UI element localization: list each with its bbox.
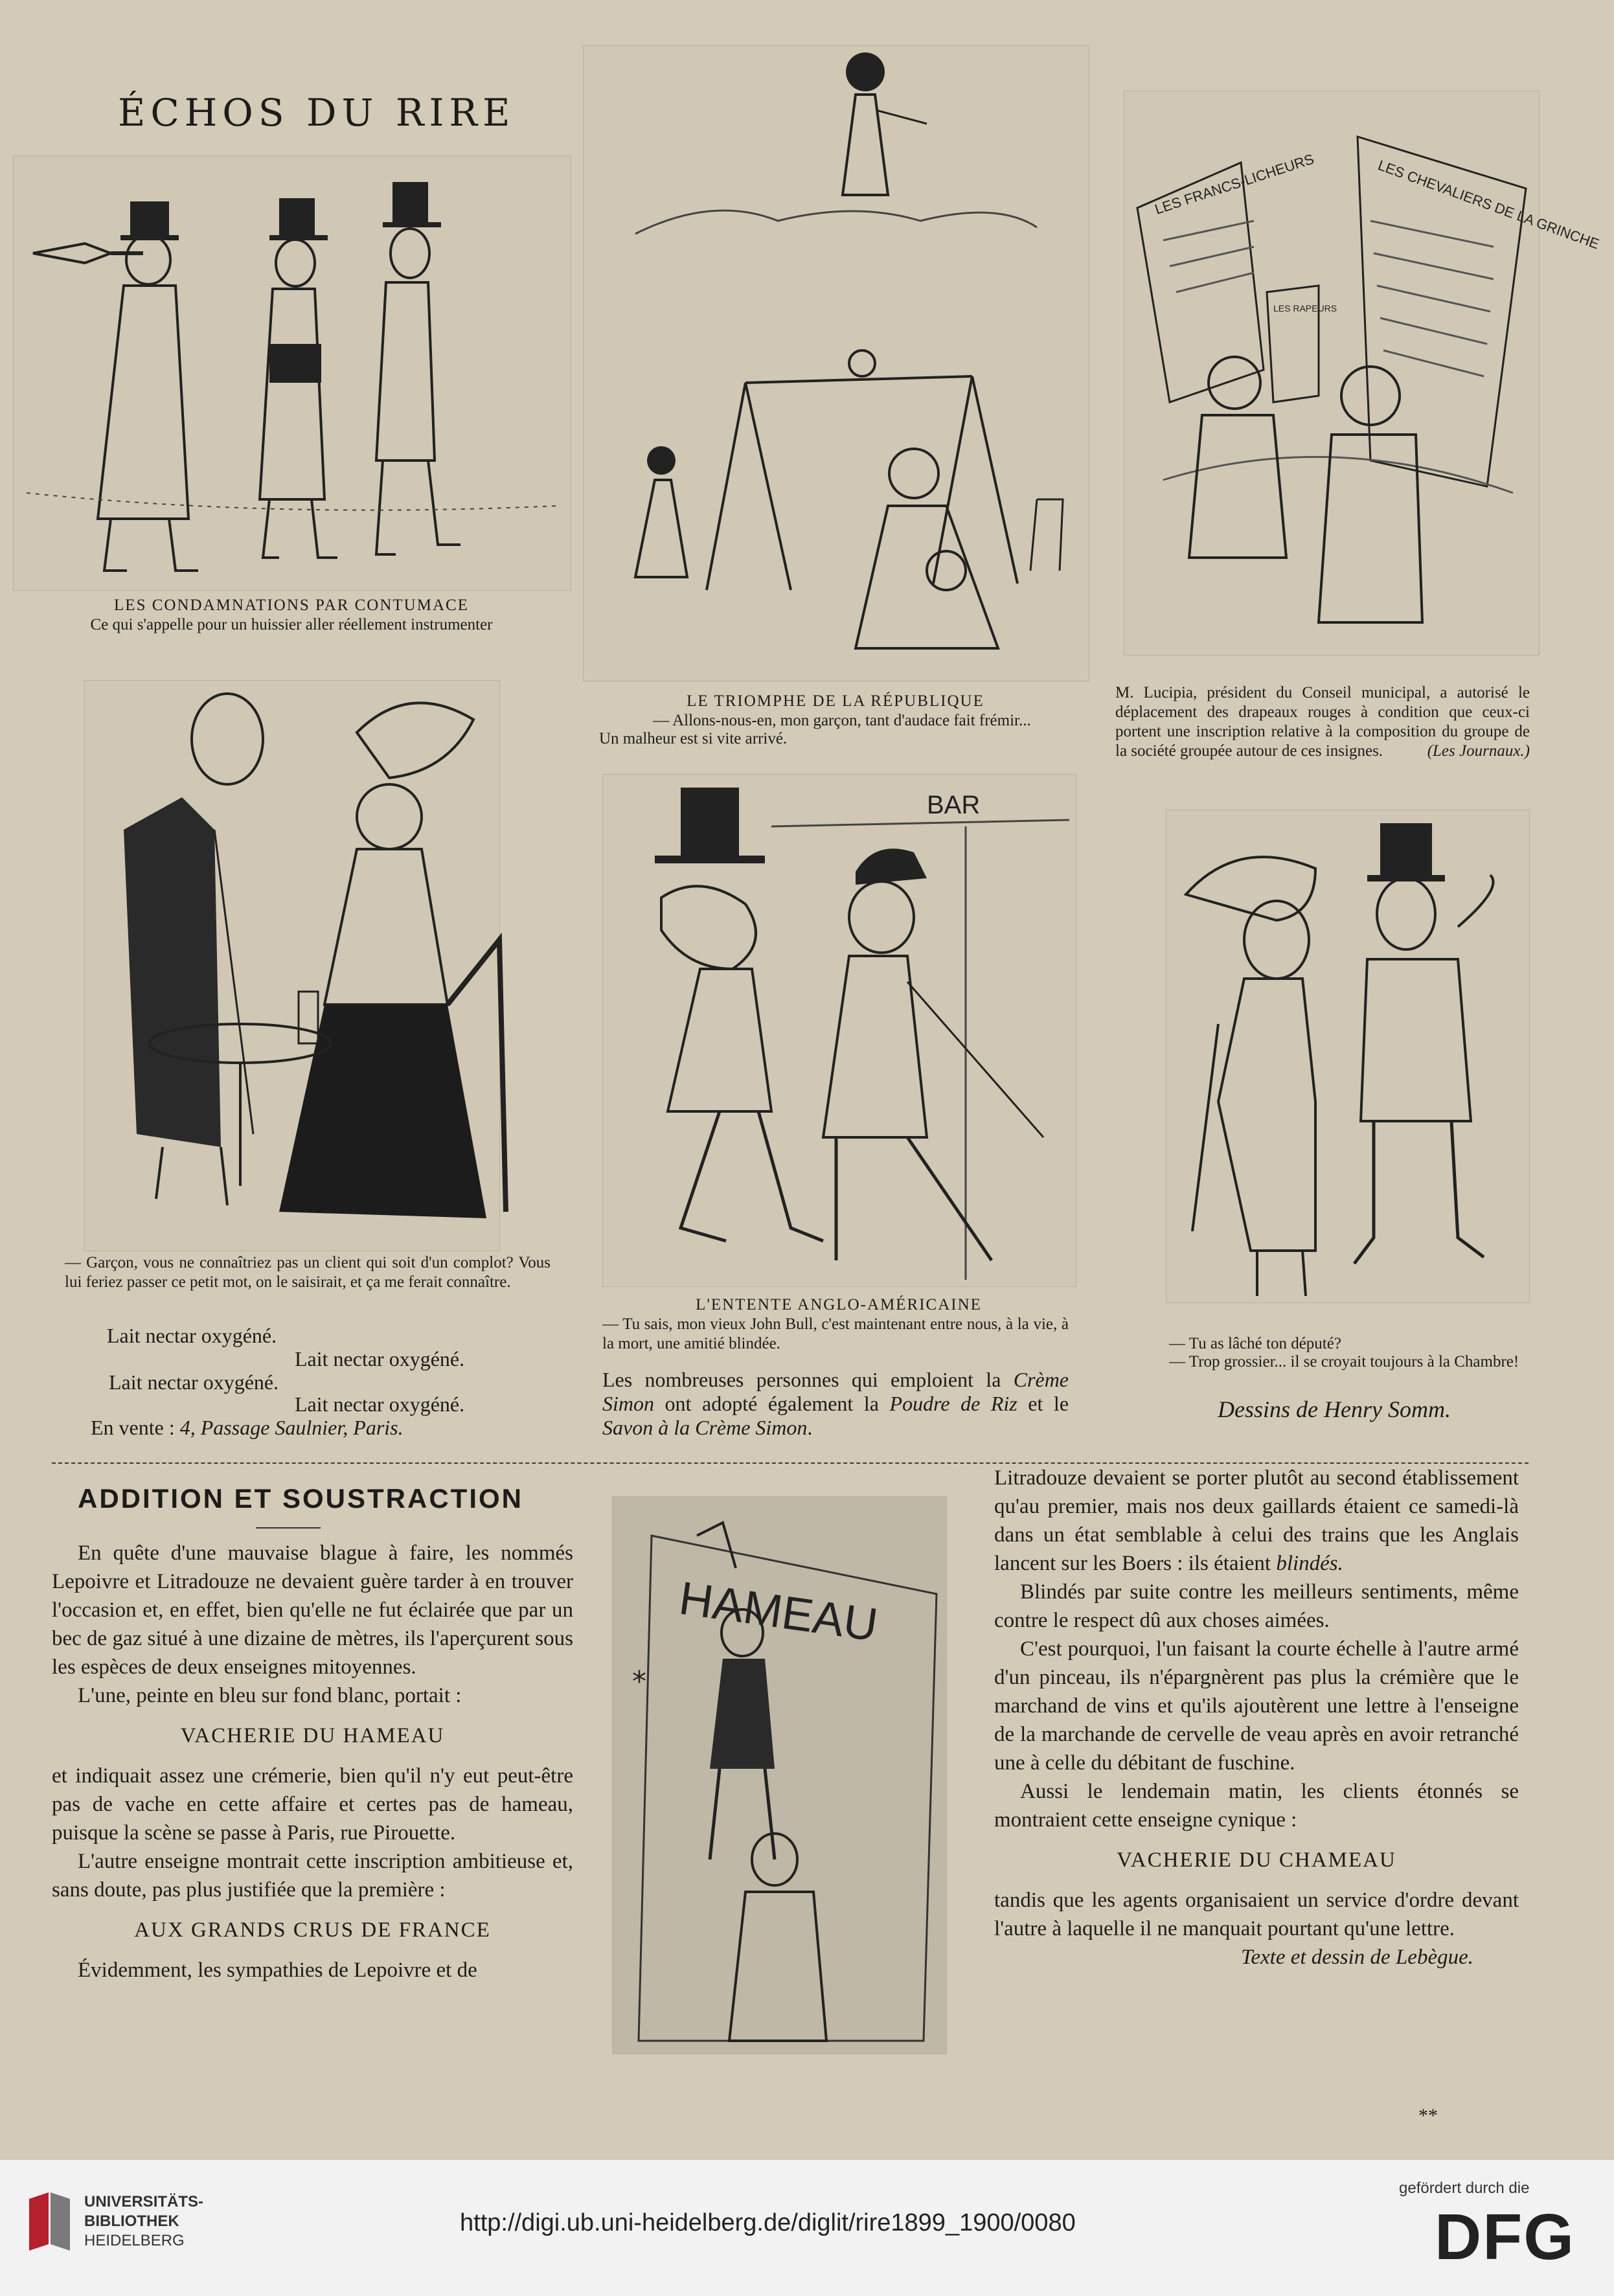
ad-text-b: ont adopté également la [654,1392,890,1415]
ad-lait-line1: Lait nectar oxygéné. [107,1324,277,1347]
cartoon-drapeaux [1124,91,1602,655]
section-title: ÉCHOS DU RIRE [118,91,516,135]
ad-savon: Savon à la Crème Simon [602,1416,808,1439]
article-illustration [612,1496,947,2054]
cartoon-6-line1: — Tu as lâché ton député? [1169,1335,1341,1352]
article-paragraph: L'autre enseigne montrait cette inscription ambitieuse et, sans doute, pas plus justifiée que la première : [52,1850,573,1902]
article-credit: Texte et dessin de Lebègue. [1241,1946,1473,1969]
library-name-line2: BIBLIOTHEK [84,2212,179,2230]
ad-creme: Crème Simon [602,1368,1069,1415]
ad-lait-sale-prefix: En vente : [91,1416,180,1439]
ad-text-d: . [807,1416,813,1439]
library-name-line3: HEIDELBERG [84,2232,185,2249]
article-paragraph: Évidemment, les sympathies de Lepoivre et de [78,1959,477,1982]
cartoon-2-line1: — Allons-nous-en, mon garçon, tant d'audace fait frémir... [653,712,1031,729]
svg-text:LES RAPEURS: LES RAPEURS [1273,303,1337,313]
article-paragraph: Blindés par suite contre les meilleurs sentiments, même contre le respect dû aux choses aimées. [994,1580,1519,1632]
cartoon-complot [84,680,500,1251]
cartoon-2-title: LE TRIOMPHE DE LA RÉPUBLIQUE [687,692,984,710]
svg-text:HAMEAU: HAMEAU [676,1572,881,1652]
library-name [84,2192,203,2251]
ad-lait-sale [91,1416,404,1439]
article-paragraph: En quête d'une mauvaise blague à faire, les nommés Lepoivre et Litradouze ne devaient guère tarder à en trouver l'occasion et, en effet, bien qu'elle ne fut éclairée que par un bec de gaz situé à une dizaine de mètres, ils l'aperçurent sous les espèces de deux enseignes mitoyennes. [52,1541,573,1679]
cartoon-6-line2: — Trop grossier... il se croyait toujours à la Chambre! [1169,1353,1519,1370]
end-mark: ** [1418,2105,1438,2126]
ad-lait-line4: Lait nectar oxygéné. [295,1392,465,1416]
cartoon-2-line2: Un malheur est si vite arrivé. [599,730,788,747]
ad-lait-address: 4, Passage Saulnier, Paris. [179,1416,404,1439]
article-title: ADDITION ET SOUSTRACTION [78,1483,523,1514]
article-p6-text: Litradouze devaient se porter plutôt au second établissement qu'au premier, mais nos deux gaillards étaient ce samedi-là dans un état semblable à celui des trains que les Anglais lancent sur les Boers : ils étaient [994,1466,1519,1575]
article-paragraph: Aussi le lendemain matin, les clients étonnés se montraient cette enseigne cynique : [994,1780,1519,1832]
drawings-credit: Dessins de Henry Somm. [1218,1396,1451,1422]
ad-lait-line3: Lait nectar oxygéné. [109,1370,279,1394]
svg-text:LES FRANCS-LICHEURS: LES FRANCS-LICHEURS [1152,150,1316,218]
cartoon-3-source: (Les Journaux.) [1427,742,1530,760]
article-column-left [52,1539,573,1984]
dfg-logo: DFG [1435,2201,1576,2273]
cartoon-entente [602,774,1076,1287]
funding-text: gefördert durch die [1399,2179,1530,2197]
library-logo-icon [26,2192,71,2251]
ad-poudre: Poudre de Riz [889,1392,1017,1415]
article-paragraph: et indiquait assez une crémerie, bien qu'il n'y eut peut-être pas de vache en cette affaire et certes pas de hameau, puisque la scène se passe à Paris, rue Pirouette. [52,1764,573,1845]
cartoon-3-caption-text: M. Lucipia, président du Conseil municipal, a autorisé le déplacement des drapeaux rouges à condition que ceux-ci portent une inscription relative à la composition du groupe de la société groupée autour de ces insignes. [1115,684,1530,760]
article-paragraph: C'est pourquoi, l'un faisant la courte échelle à l'autre armé d'un pinceau, ils n'épargnèrent pas plus la crémière que le marchand de vins et qu'ils ajoutèrent une lettre à l'enseigne de la marchande de cervelle de veau après en avoir retranché une à celle du débitant de fuschine. [994,1637,1519,1775]
cartoon-condamnations [13,155,571,591]
sign-vacherie-hameau: VACHERIE DU HAMEAU [180,1724,445,1747]
cartoon-4-caption: — Garçon, vous ne connaîtriez pas un client qui soit d'un complot? Vous lui feriez passer ce petit mot, on le saisirait, et ça me ferait connaître. [65,1254,551,1291]
svg-text:BAR: BAR [927,791,981,819]
article-p6-italic: blindés. [1276,1552,1343,1575]
sign-vacherie-chameau: VACHERIE DU CHAMEAU [1117,1848,1396,1872]
footer-bar [0,2160,1614,2296]
ad-lait-line2: Lait nectar oxygéné. [295,1347,465,1370]
article-paragraph [994,1464,1519,1578]
cartoon-5-title: L'ENTENTE ANGLO-AMÉRICAINE [696,1296,982,1313]
ad-text-a: Les nombreuses personnes qui emploient la [602,1368,1014,1391]
article-paragraph: L'une, peinte en bleu sur fond blanc, portait : [78,1684,462,1707]
title-underline [256,1527,321,1529]
cartoon-5-caption: — Tu sais, mon vieux John Bull, c'est maintenant entre nous, à la vie, à la mort, une amitié blindée. [602,1315,1069,1352]
cartoon-1-title: LES CONDAMNATIONS PAR CONTUMACE [114,597,469,614]
article-column-right [994,1464,1519,1972]
library-name-line1: UNIVERSITÄTS- [84,2193,204,2211]
cartoon-1-caption: Ce qui s'appelle pour un huissier aller réellement instrumenter [90,616,493,633]
cartoon-3-caption [1115,683,1530,761]
svg-text:*: * [632,1665,646,1698]
ad-text-c: et le [1017,1392,1069,1415]
sign-grands-crus: AUX GRANDS CRUS DE FRANCE [134,1918,491,1942]
ad-creme-simon [602,1368,1069,1440]
svg-text:LES CHEVALIERS DE LA GRINCHE: LES CHEVALIERS DE LA GRINCHE [1376,157,1602,253]
cartoon-depute [1166,810,1530,1303]
article-paragraph: tandis que les agents organisaient un service d'ordre devant l'autre à laquelle il ne manquait pourtant qu'une lettre. [994,1889,1519,1940]
cartoon-triomphe [583,45,1089,681]
permalink-url[interactable]: http://digi.ub.uni-heidelberg.de/diglit/rire1899_1900/0080 [460,2209,1076,2236]
